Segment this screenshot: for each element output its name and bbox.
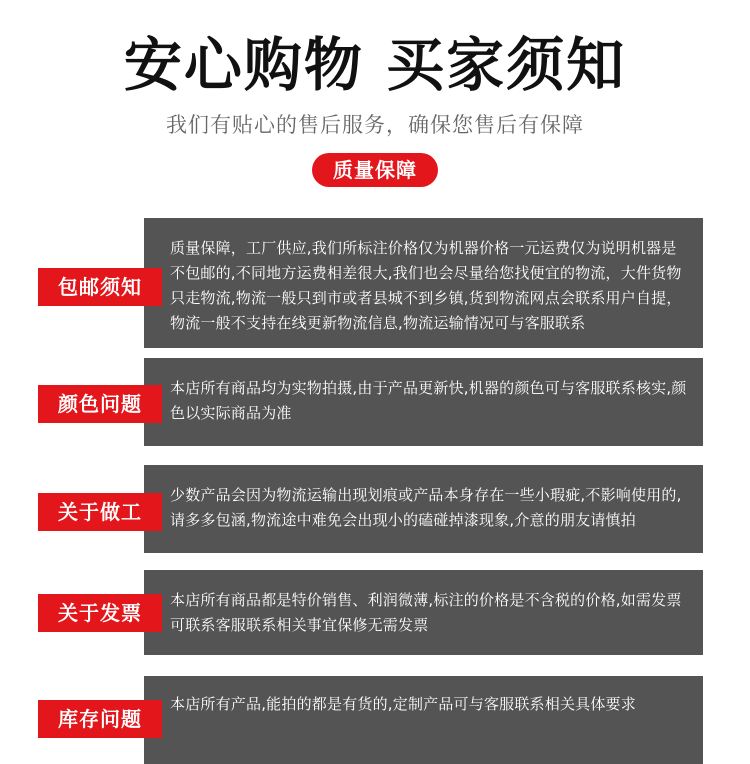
section-label-shipping: 包邮须知 <box>38 268 162 306</box>
section-label-stock: 库存问题 <box>38 700 162 738</box>
page-title: 安心购物 买家须知 <box>123 31 627 99</box>
section-text: 质量保障，工厂供应,我们所标注价格仅为机器价格一元运费仅为说明机器是不包邮的,不同地方运费相差很大,我们也会尽量给您找便宜的物流，大件货物只走物流,物流一般只到市或者县城不到乡镇,货到物流网点会联系用户自提，物流一般不支持在线更新物流信息,物流运输情况可与客服联系 <box>170 239 682 332</box>
section-card-invoice <box>144 570 703 655</box>
section-label-color: 颜色问题 <box>38 385 162 423</box>
section-card-shipping <box>144 218 703 348</box>
section-label-invoice: 关于发票 <box>38 594 162 632</box>
section-text: 本店所有产品,能拍的都是有货的,定制产品可与客服联系相关具体要求 <box>170 695 636 713</box>
section-card-color <box>144 358 703 446</box>
section-text: 本店所有商品都是特价销售、利润微薄,标注的价格是不含税的价格,如需发票可联系客服联系相关事宜保修无需发票 <box>170 591 682 634</box>
section-label-workmanship: 关于做工 <box>38 493 162 531</box>
section-text: 本店所有商品均为实物拍摄,由于产品更新快,机器的颜色可与客服联系核实,颜色以实际商品为准 <box>170 379 687 422</box>
section-text: 少数产品会因为物流运输出现划痕或产品本身存在一些小瑕疵,不影响使用的,请多多包涵,物流途中难免会出现小的磕碰掉漆现象,介意的朋友请慎拍 <box>170 486 682 529</box>
section-card-workmanship <box>144 465 703 553</box>
quality-badge: 质量保障 <box>312 153 438 187</box>
page-subtitle: 我们有贴心的售后服务，确保您售后有保障 <box>166 113 584 137</box>
section-card-stock <box>144 676 703 764</box>
